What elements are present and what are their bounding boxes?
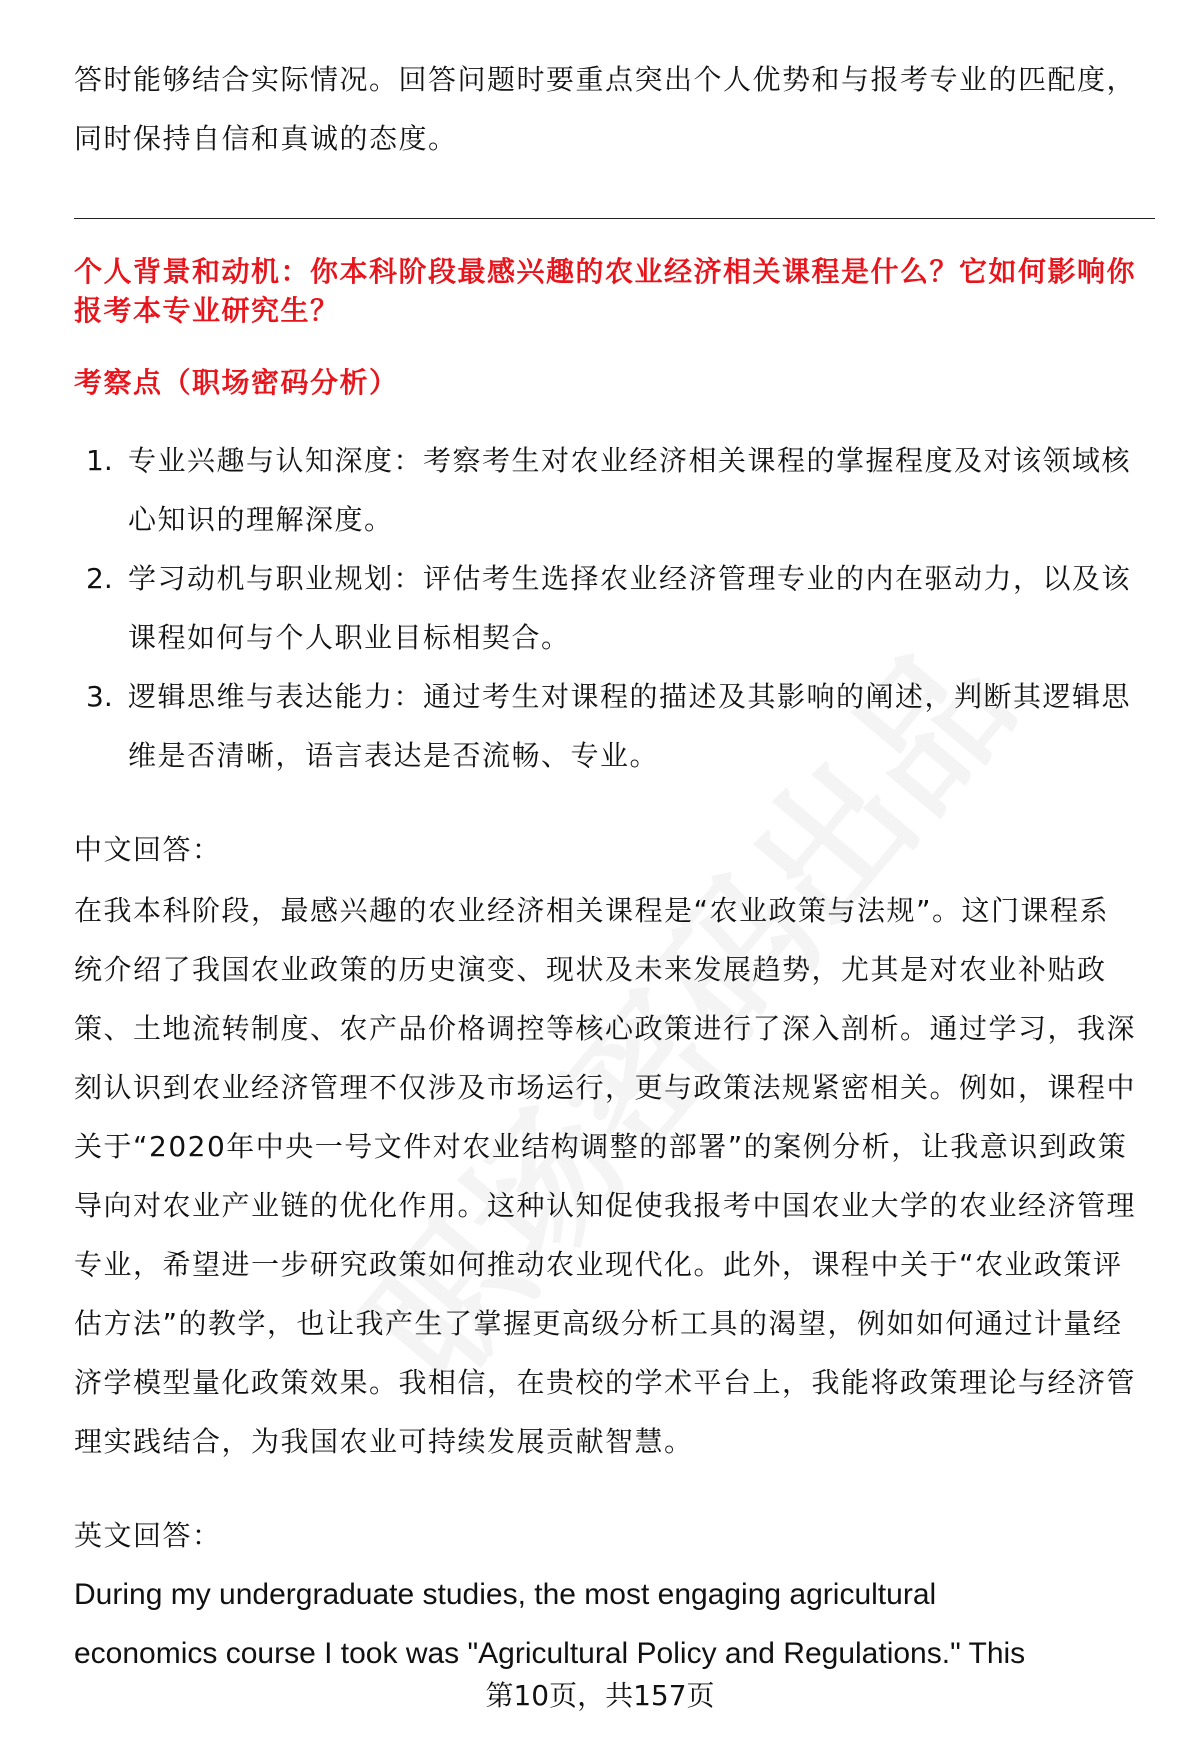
question-heading xyxy=(74,252,1155,330)
list-number: 1. xyxy=(86,444,113,477)
list-item xyxy=(74,431,1155,549)
text-line: 逻辑思维与表达能力：通过考生对课程的描述及其影响的阐述，判断其逻辑思 xyxy=(128,680,1132,713)
points-list xyxy=(74,431,1155,785)
intro-paragraph xyxy=(74,50,1155,168)
text-line: 课程如何与个人职业目标相契合。 xyxy=(128,621,571,654)
text-line: 学习动机与职业规划：评估考生选择农业经济管理专业的内在驱动力，以及该 xyxy=(128,562,1132,595)
text-line: economics course I took was "Agricultural Policy and Regulations." This xyxy=(74,1637,1026,1670)
text-line: During my undergraduate studies, the most engaging agricultural xyxy=(74,1578,937,1611)
text-line: 报考本专业研究生？ xyxy=(74,294,340,327)
points-title-text: 考察点（职场密码分析） xyxy=(74,366,399,399)
english-answer xyxy=(74,1565,1155,1683)
text-line: 济学模型量化政策效果。我相信，在贵校的学术平台上，我能将政策理论与经济管 xyxy=(74,1366,1137,1399)
page-number: 第10页，共157页 xyxy=(485,1679,715,1712)
text-line: 专业，希望进一步研究政策如何推动农业现代化。此外，课程中关于“农业政策评 xyxy=(74,1248,1123,1281)
text-line: 统介绍了我国农业政策的历史演变、现状及未来发展趋势，尤其是对农业补贴政 xyxy=(74,953,1107,986)
text-line: 同时保持自信和真诚的态度。 xyxy=(74,122,458,155)
section-divider xyxy=(74,218,1155,219)
points-title xyxy=(74,353,1155,412)
text-line: 估方法”的教学，也让我产生了掌握更高级分析工具的渴望，例如如何通过计量经 xyxy=(74,1307,1123,1340)
list-number: 2. xyxy=(86,562,113,595)
english-answer-label xyxy=(74,1506,1155,1565)
list-item xyxy=(74,667,1155,785)
text-line: 理实践结合，为我国农业可持续发展贡献智慧。 xyxy=(74,1425,694,1458)
list-item xyxy=(74,549,1155,667)
text-line: 维是否清晰，语言表达是否流畅、专业。 xyxy=(128,739,660,772)
text-line: 策、土地流转制度、农产品价格调控等核心政策进行了深入剖析。通过学习，我深 xyxy=(74,1012,1137,1045)
text-line: 关于“2020年中央一号文件对农业结构调整的部署”的案例分析，让我意识到政策 xyxy=(74,1130,1128,1163)
label-text: 英文回答： xyxy=(74,1519,222,1552)
text-line: 刻认识到农业经济管理不仅涉及市场运行，更与政策法规紧密相关。例如，课程中 xyxy=(74,1071,1137,1104)
text-line: 心知识的理解深度。 xyxy=(128,503,394,536)
label-text: 中文回答： xyxy=(74,833,222,866)
text-line: 个人背景和动机：你本科阶段最感兴趣的农业经济相关课程是什么？它如何影响你 xyxy=(74,255,1137,288)
text-line: 答时能够结合实际情况。回答问题时要重点突出个人优势和与报考专业的匹配度， xyxy=(74,63,1137,96)
chinese-answer xyxy=(74,881,1155,1471)
text-line: 专业兴趣与认知深度：考察考生对农业经济相关课程的掌握程度及对该领域核 xyxy=(128,444,1132,477)
text-line: 在我本科阶段，最感兴趣的农业经济相关课程是“农业政策与法规”。这门课程系 xyxy=(74,894,1110,927)
text-line: 导向对农业产业链的优化作用。这种认知促使我报考中国农业大学的农业经济管理 xyxy=(74,1189,1137,1222)
list-number: 3. xyxy=(86,680,113,713)
chinese-answer-label xyxy=(74,820,1155,879)
